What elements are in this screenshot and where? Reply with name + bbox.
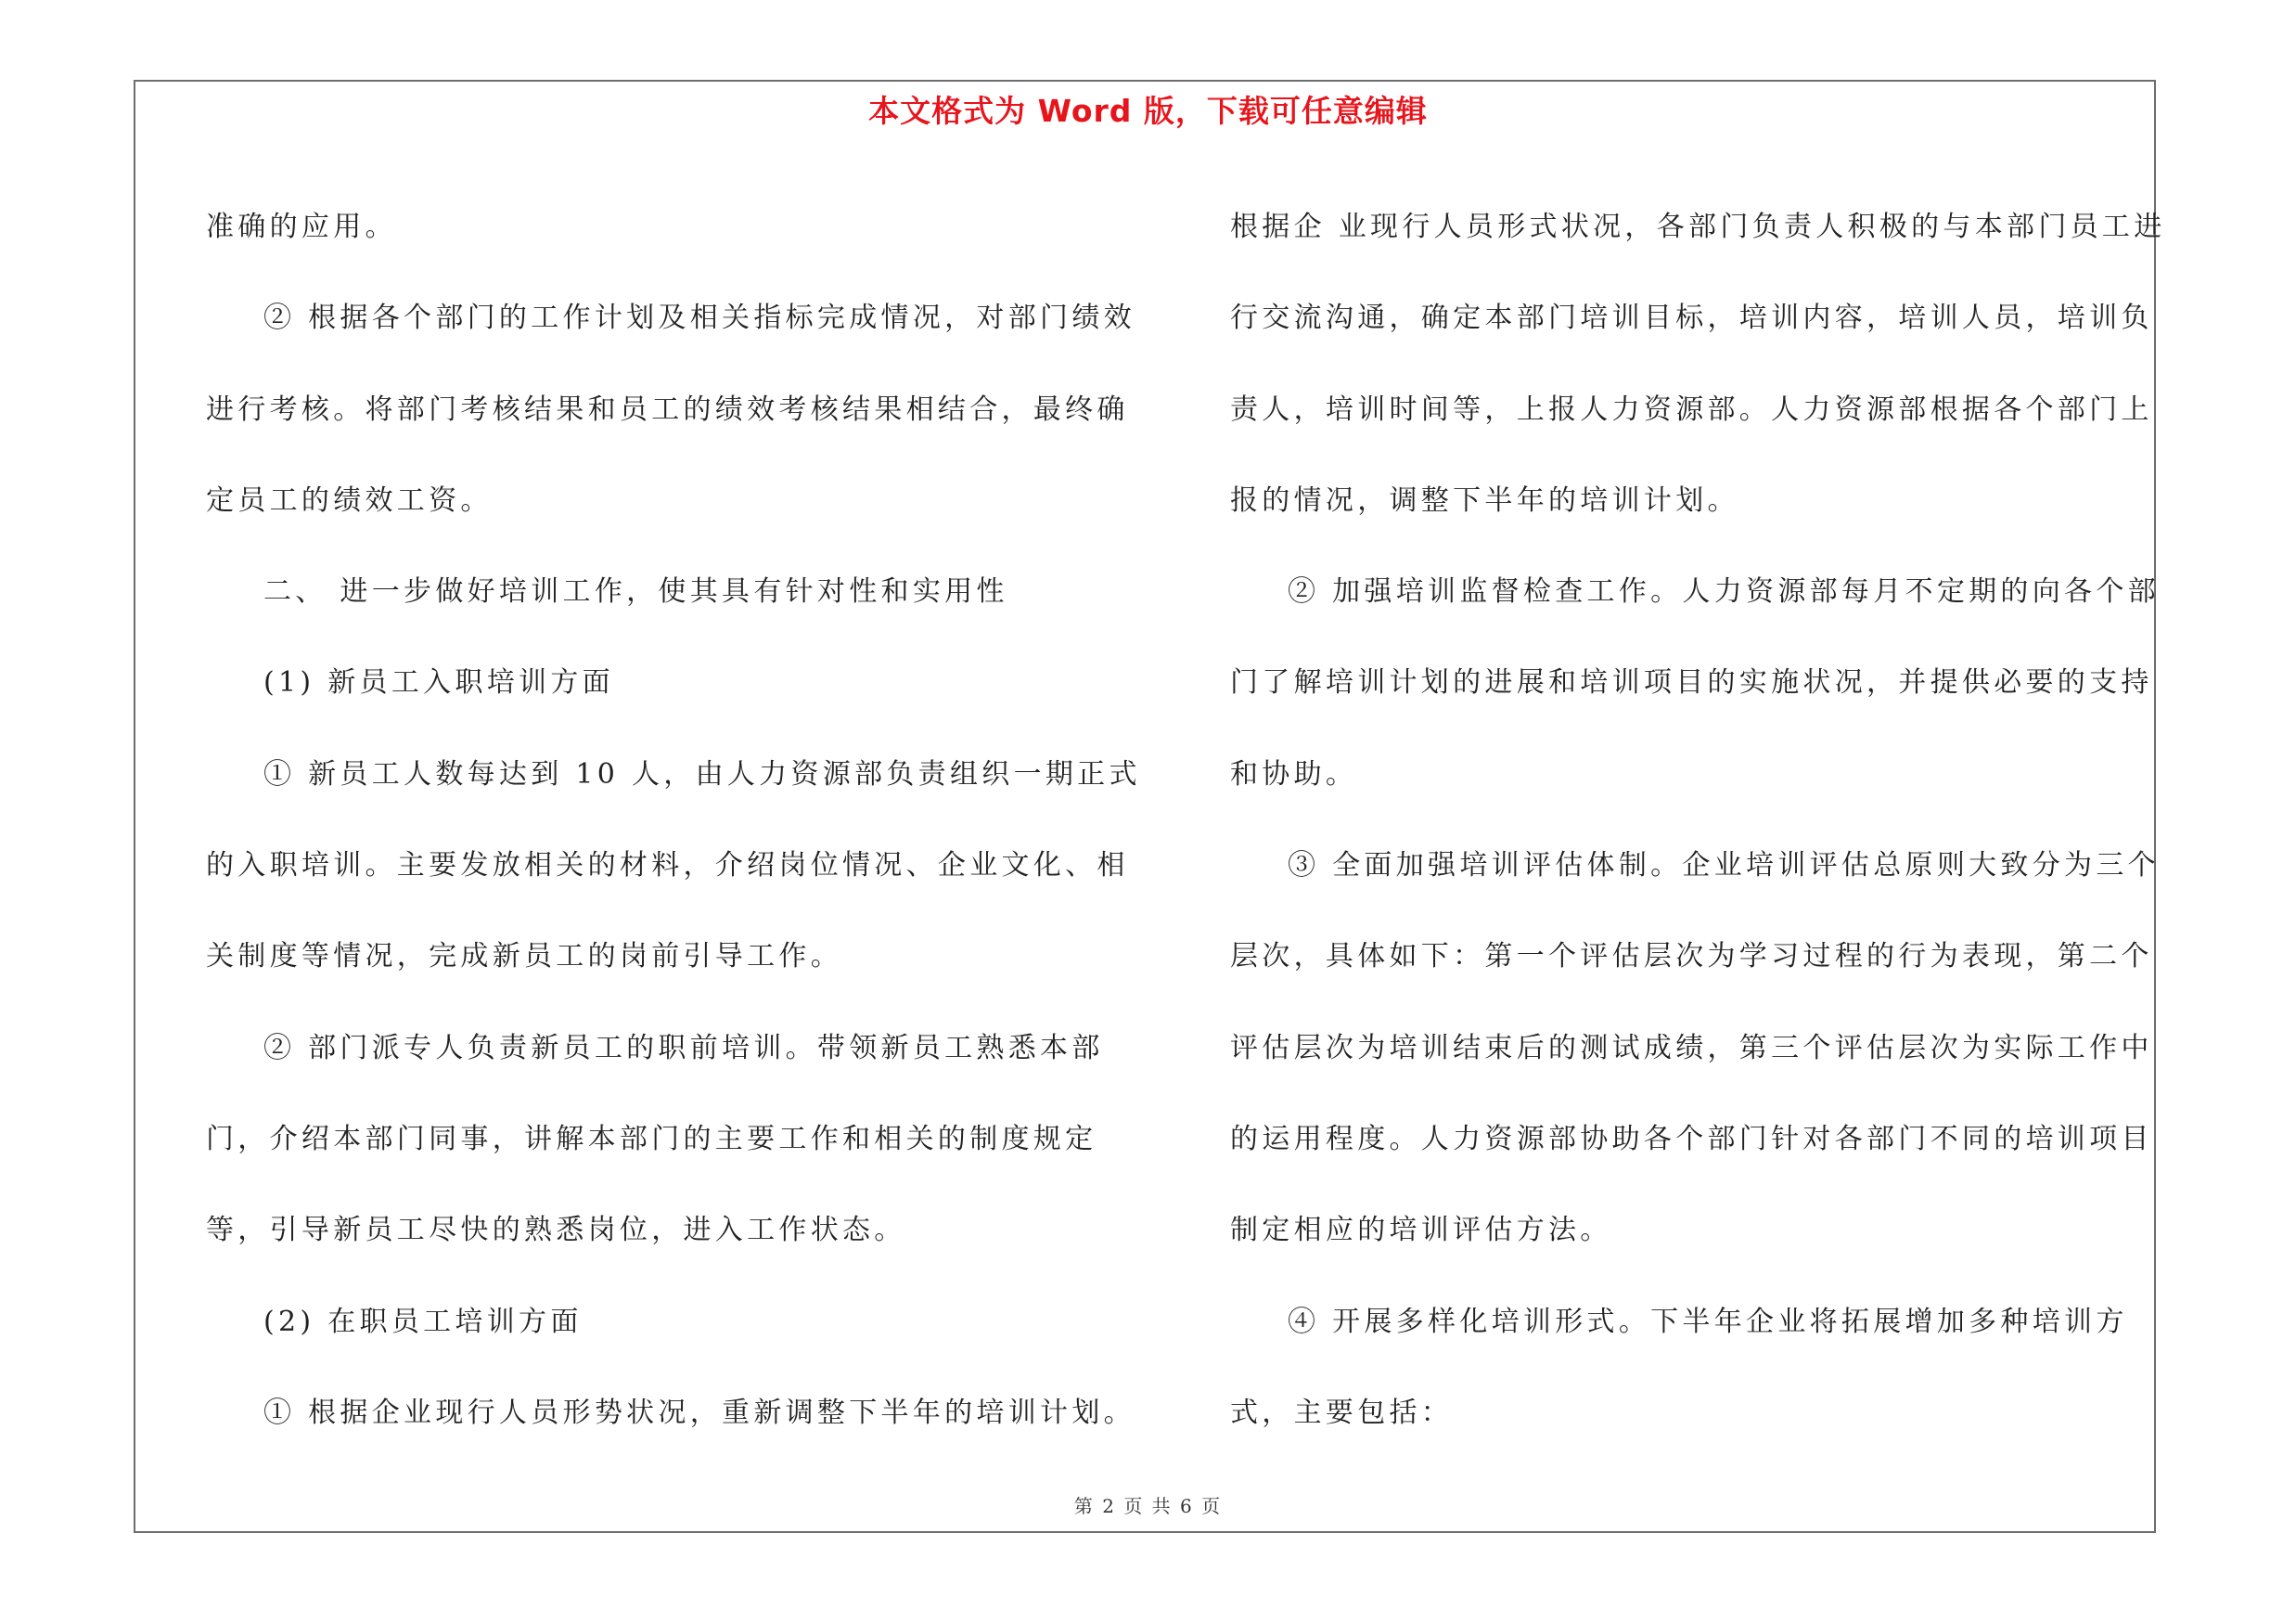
paragraph: ④ 开展多样化培训形式。下半年企业将拓展增加多种培训方式，主要包括： [1230,1305,2128,1429]
format-notice-banner: 本文格式为 Word 版，下载可任意编辑 [868,93,1428,129]
page-number-footer: 第 2 页 共 6 页 [1073,1495,1223,1517]
paragraph: ① 根据企业现行人员形势状况，重新调整下半年的培训计划。 [263,1396,1135,1429]
subsection-heading: (1) 新员工入职培训方面 [263,666,614,700]
paragraph: 准确的应用。 [206,211,397,243]
paragraph: ② 加强培训监督检查工作。人力资源部每月不定期的向各个部门了解培训计划的进展和培训项目的实施状况，并提供必要的支持和协助。 [1230,575,2160,791]
paragraph: 根据企 业现行人员形式状况，各部门负责人积极的与本部门员工进行交流沟通，确定本部门培训目标，培训内容，培训人员，培训负责人，培训时间等，上报人力资源部。人力资源部根据各个部门上报的情况，调整下半年的培训计划。 [1230,211,2166,517]
paragraph: ① 新员工人数每达到 10 人，由人力资源部负责组织一期正式的入职培训。主要发放相关的材料，介绍岗位情况、企业文化、相关制度等情况，完成新员工的岗前引导工作。 [206,757,1141,973]
paragraph: ③ 全面加强培训评估体制。企业培训评估总原则大致分为三个层次，具体如下：第一个评估层次为学习过程的行为表现，第二个评估层次为培训结束后的测试成绩，第三个评估层次为实际工作中的运用程度。人力资源部协助各个部门针对各部门不同的培训项目制定相应的培训评估方法。 [1230,849,2160,1247]
paragraph: ② 根据各个部门的工作计划及相关指标完成情况，对部门绩效进行考核。将部门考核结果和员工的绩效考核结果相结合，最终确定员工的绩效工资。 [206,302,1135,517]
left-text-column [206,182,1143,1459]
paragraph: ② 部门派专人负责新员工的职前培训。带领新员工熟悉本部门，介绍本部门同事，讲解本部门的主要工作和相关的制度规定等，引导新员工尽快的熟悉岗位，进入工作状态。 [206,1031,1104,1247]
subsection-heading: (2) 在职员工培训方面 [263,1305,583,1338]
section-heading: 二、 进一步做好培训工作，使其具有针对性和实用性 [263,575,1008,609]
right-text-column [1230,182,2167,1459]
